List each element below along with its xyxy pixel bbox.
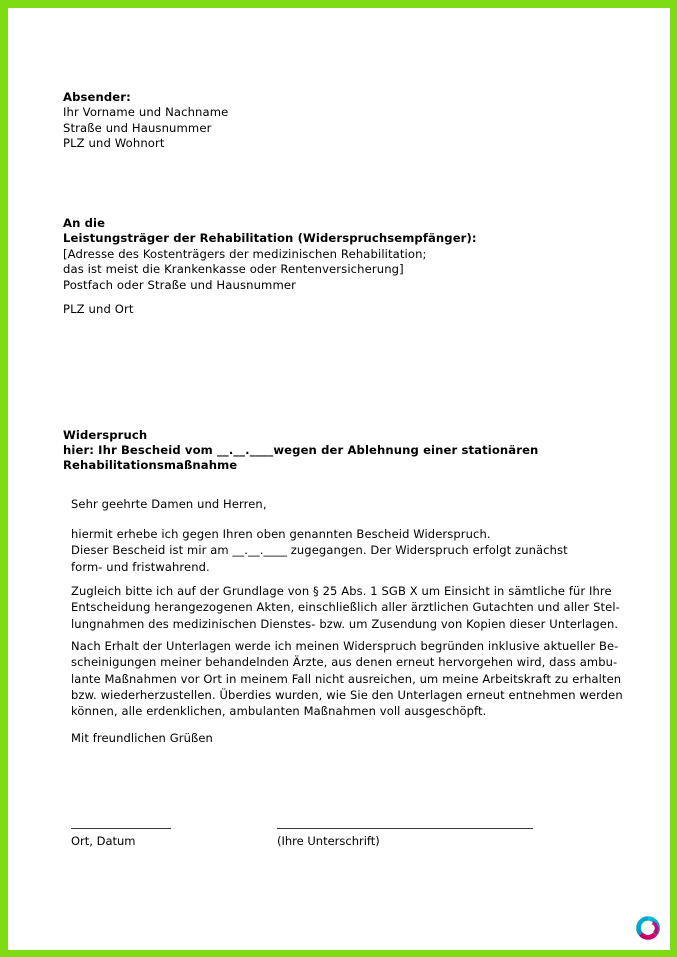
paragraph-objection bbox=[71, 526, 568, 575]
paragraph-1-line-1: hiermit erhebe ich gegen Ihren oben genannten Bescheid Widerspruch. bbox=[71, 527, 491, 541]
subject-reference-continuation: Rehabilitationsmaßnahme bbox=[63, 458, 238, 473]
paragraph-file-inspection bbox=[71, 583, 620, 632]
paragraph-3-line-1: Nach Erhalt der Unterlagen werde ich meinen Widerspruch begründen inklusive aktueller Be- bbox=[71, 639, 619, 653]
paragraph-3-line-2: scheinigungen meiner behandelnden Ärzte, aus denen erneut hervorgehen wird, dass ambu- bbox=[71, 655, 618, 670]
recipient-block bbox=[63, 216, 477, 293]
document-content bbox=[63, 8, 633, 950]
sender-line-street: Straße und Hausnummer bbox=[63, 120, 212, 135]
paragraph-3-line-3: lante Maßnahmen vor Ort in meinem Fall nicht ausreichen, um meine Arbeitskraft zu erhalten bbox=[71, 671, 622, 686]
document-sheet bbox=[8, 8, 670, 950]
recipient-address-line-3: Postfach oder Straße und Hausnummer bbox=[63, 277, 296, 292]
signature-caption: (Ihre Unterschrift) bbox=[277, 834, 380, 848]
signature-rule bbox=[277, 828, 533, 829]
place-date-rule bbox=[71, 828, 171, 829]
paragraph-justification bbox=[71, 638, 623, 719]
sender-heading: Absender: bbox=[63, 90, 131, 104]
recipient-city-line: PLZ und Ort bbox=[63, 302, 134, 316]
place-date-caption: Ort, Datum bbox=[71, 834, 136, 848]
closing-text: Mit freundlichen Grüßen bbox=[71, 731, 213, 745]
sender-line-city: PLZ und Wohnort bbox=[63, 136, 165, 151]
signature-slot bbox=[277, 828, 533, 848]
paragraph-3-line-4: bzw. wiederherzustellen. Überdies wurden, wie Sie den Unterlagen erneut entnehmen werden bbox=[71, 687, 623, 702]
sender-line-name: Ihr Vorname und Nachname bbox=[63, 105, 229, 120]
closing-block bbox=[71, 730, 213, 746]
salutation-block bbox=[71, 496, 267, 512]
recipient-address-line-1: [Adresse des Kostenträgers der medizinischen Rehabilitation; bbox=[63, 246, 427, 261]
subject-reference-line: hier: Ihr Bescheid vom __.__.____wegen der Ablehnung einer stationären bbox=[63, 443, 539, 458]
recipient-heading-leistungstraeger: Leistungsträger der Rehabilitation (Widerspruchsempfänger): bbox=[63, 231, 477, 246]
recipient-city-block bbox=[63, 302, 134, 317]
swirl-circle-logo bbox=[633, 913, 663, 943]
subject-title: Widerspruch bbox=[63, 428, 148, 442]
salutation-text: Sehr geehrte Damen und Herren, bbox=[71, 497, 267, 511]
paragraph-2-line-1: Zugleich bitte ich auf der Grundlage von § 25 Abs. 1 SGB X um Einsicht in sämtliche für Ihre bbox=[71, 584, 612, 598]
paragraph-1-line-2: Dieser Bescheid ist mir am __.__.____ zugegangen. Der Widerspruch erfolgt zunächst bbox=[71, 543, 568, 558]
recipient-address-line-2: das ist meist die Krankenkasse oder Rentenversicherung] bbox=[63, 262, 404, 277]
subject-block bbox=[63, 428, 538, 474]
paragraph-2-line-3: lungnahmen des medizinischen Dienstes- bzw. um Zusendung von Kopien dieser Unterlagen. bbox=[71, 616, 619, 631]
signature-area bbox=[71, 828, 591, 868]
paragraph-2-line-2: Entscheidung herangezogenen Akten, einschließlich aller ärztlichen Gutachten und aller Stel- bbox=[71, 600, 620, 615]
paragraph-1-line-3: form- und fristwahrend. bbox=[71, 559, 210, 574]
recipient-heading-an-die: An die bbox=[63, 216, 106, 230]
place-date-slot bbox=[71, 828, 171, 848]
sender-block bbox=[63, 90, 228, 152]
paragraph-3-line-5: können, alle erdenklichen, ambulanten Maßnahmen voll ausgeschöpft. bbox=[71, 704, 487, 719]
